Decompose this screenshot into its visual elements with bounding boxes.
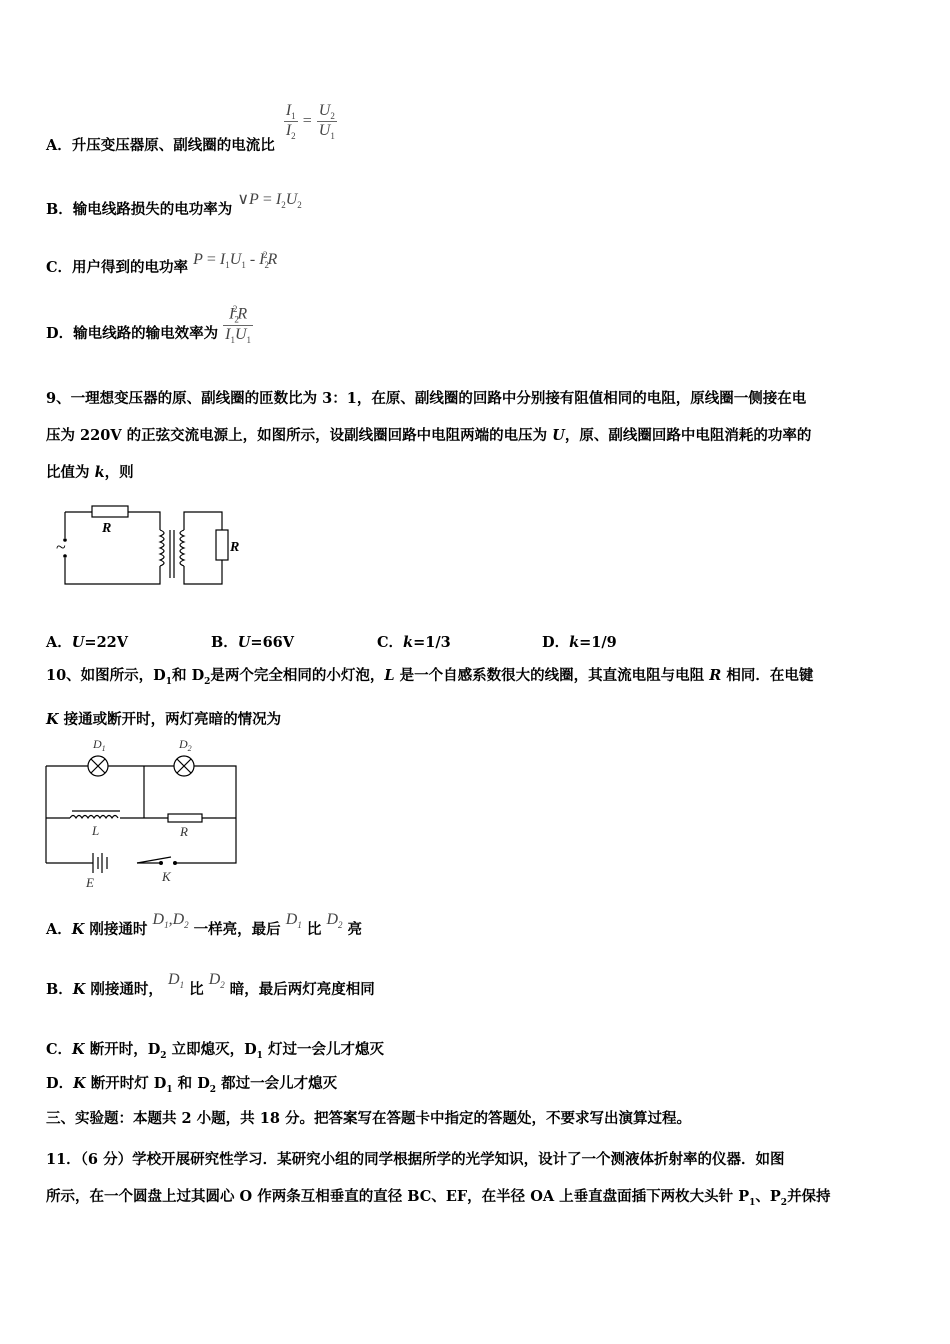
battery-symbol (93, 853, 107, 873)
q10-option-a: A．K 刚接通时 $D_1,D_2$ 一样亮，最后 $D_1$ 比 $D_2$ 亮 (46, 911, 363, 938)
secondary-resistor-label: R (230, 540, 240, 555)
q8-option-a: A．升压变压器原、副线圈的电流比 $\frac{I_1}{I_2}$ = $\frac{U_2}{U_1}$ (46, 102, 335, 154)
primary-resistor (92, 506, 128, 517)
q11-stem: 11．（6 分）学校开展研究性学习．某研究小组的同学根据所学的光学知识，设计了一个测液体折射率的仪器．如图 所示，在一个圆盘上过其圆心 O 作两条互相垂直的直径 BC、EF，在半径 OA 上垂直盘面插下两枚大头针 $P_1$、$P_2$并保持 (46, 1151, 831, 1208)
q8-option-d (46, 304, 253, 345)
q9-option-b: B．U=66V (211, 634, 294, 651)
q9-stem: 9、一理想变压器的原、副线圈的匝数比为 3：1，在原、副线圈的回路中分别接有阻值相同的电阻，原线圈一侧接在电 压为 220V 的正弦交流电源上，如图所示，设副线圈回路中电阻两端的电压为 U，原、副线圈回路中电阻消耗的功率的 比值为 k，则 (46, 390, 812, 481)
transformer-circuit-diagram (50, 500, 250, 595)
bulb-circuit-diagram (40, 733, 245, 893)
resistor-label: R (180, 824, 188, 839)
q8-option-a-text: A．升压变压器原、副线圈的电流比 (46, 136, 275, 154)
battery-label: E (86, 875, 94, 890)
q10-option-b: B．K 刚接通时， $D_1$ 比 $D_2$ 暗，最后两灯亮度相同 (46, 971, 375, 998)
section-3-heading: 三、实验题：本题共 2 小题，共 18 分。把答案写在答题卡中指定的答题处，不要求写出演算过程。 (46, 1110, 691, 1127)
ac-source-symbol: ~ (56, 537, 66, 557)
loss-power-formula: ∨P = $I_2U_2$ (237, 191, 302, 211)
q9-option-d: D．k=1/9 (542, 634, 617, 651)
q10-option-c: C．K 断开时，$D_2$ 立即熄灭，$D_1$ 灯过一会儿才熄灭 (46, 1041, 384, 1061)
q10-stem: 10、如图所示，$D_1$和 $D_2$是两个完全相同的小灯泡，L 是一个自感系数很大的线圈，其直流电阻与电阻 R 相同．在电键 K 接通或断开时，两灯亮暗的情况为 (46, 667, 814, 728)
primary-coil (160, 530, 164, 566)
d2-label: $D_2$ (179, 737, 192, 753)
voltage-ratio-formula: $\frac{U_2}{U_1}$ (318, 102, 335, 142)
efficiency-formula: $\frac{I_2^2R}{I_1U_1}$ (225, 304, 252, 345)
switch-k (137, 857, 171, 863)
q8-option-c-text: C．用户得到的电功率 (46, 259, 189, 276)
q9-option-a: A．U=22V (46, 634, 128, 651)
user-power-formula: $P = I_1U_1 - I_2^2R$ (193, 249, 278, 271)
secondary-resistor (216, 530, 228, 560)
q9-option-c: C．k=1/3 (377, 634, 451, 651)
q8-option-b-text: B．输电线路损失的电功率为 (46, 201, 233, 218)
switch-label: K (162, 869, 171, 884)
inductor-coil (70, 816, 118, 819)
resistor-r (168, 814, 202, 822)
d1-label: $D_1$ (93, 737, 106, 753)
primary-resistor-label: R (102, 521, 112, 536)
secondary-coil (180, 530, 184, 566)
q10-option-d: D．K 断开时灯 $D_1$ 和 $D_2$ 都过一会儿才熄灭 (46, 1075, 338, 1095)
q8-option-c (46, 248, 278, 276)
q8-option-b (46, 188, 302, 218)
inductor-label: L (92, 823, 100, 838)
q8-option-d-text: D．输电线路的输电效率为 (46, 325, 219, 343)
current-ratio-formula: $\frac{I_1}{I_2}$ (285, 102, 296, 142)
